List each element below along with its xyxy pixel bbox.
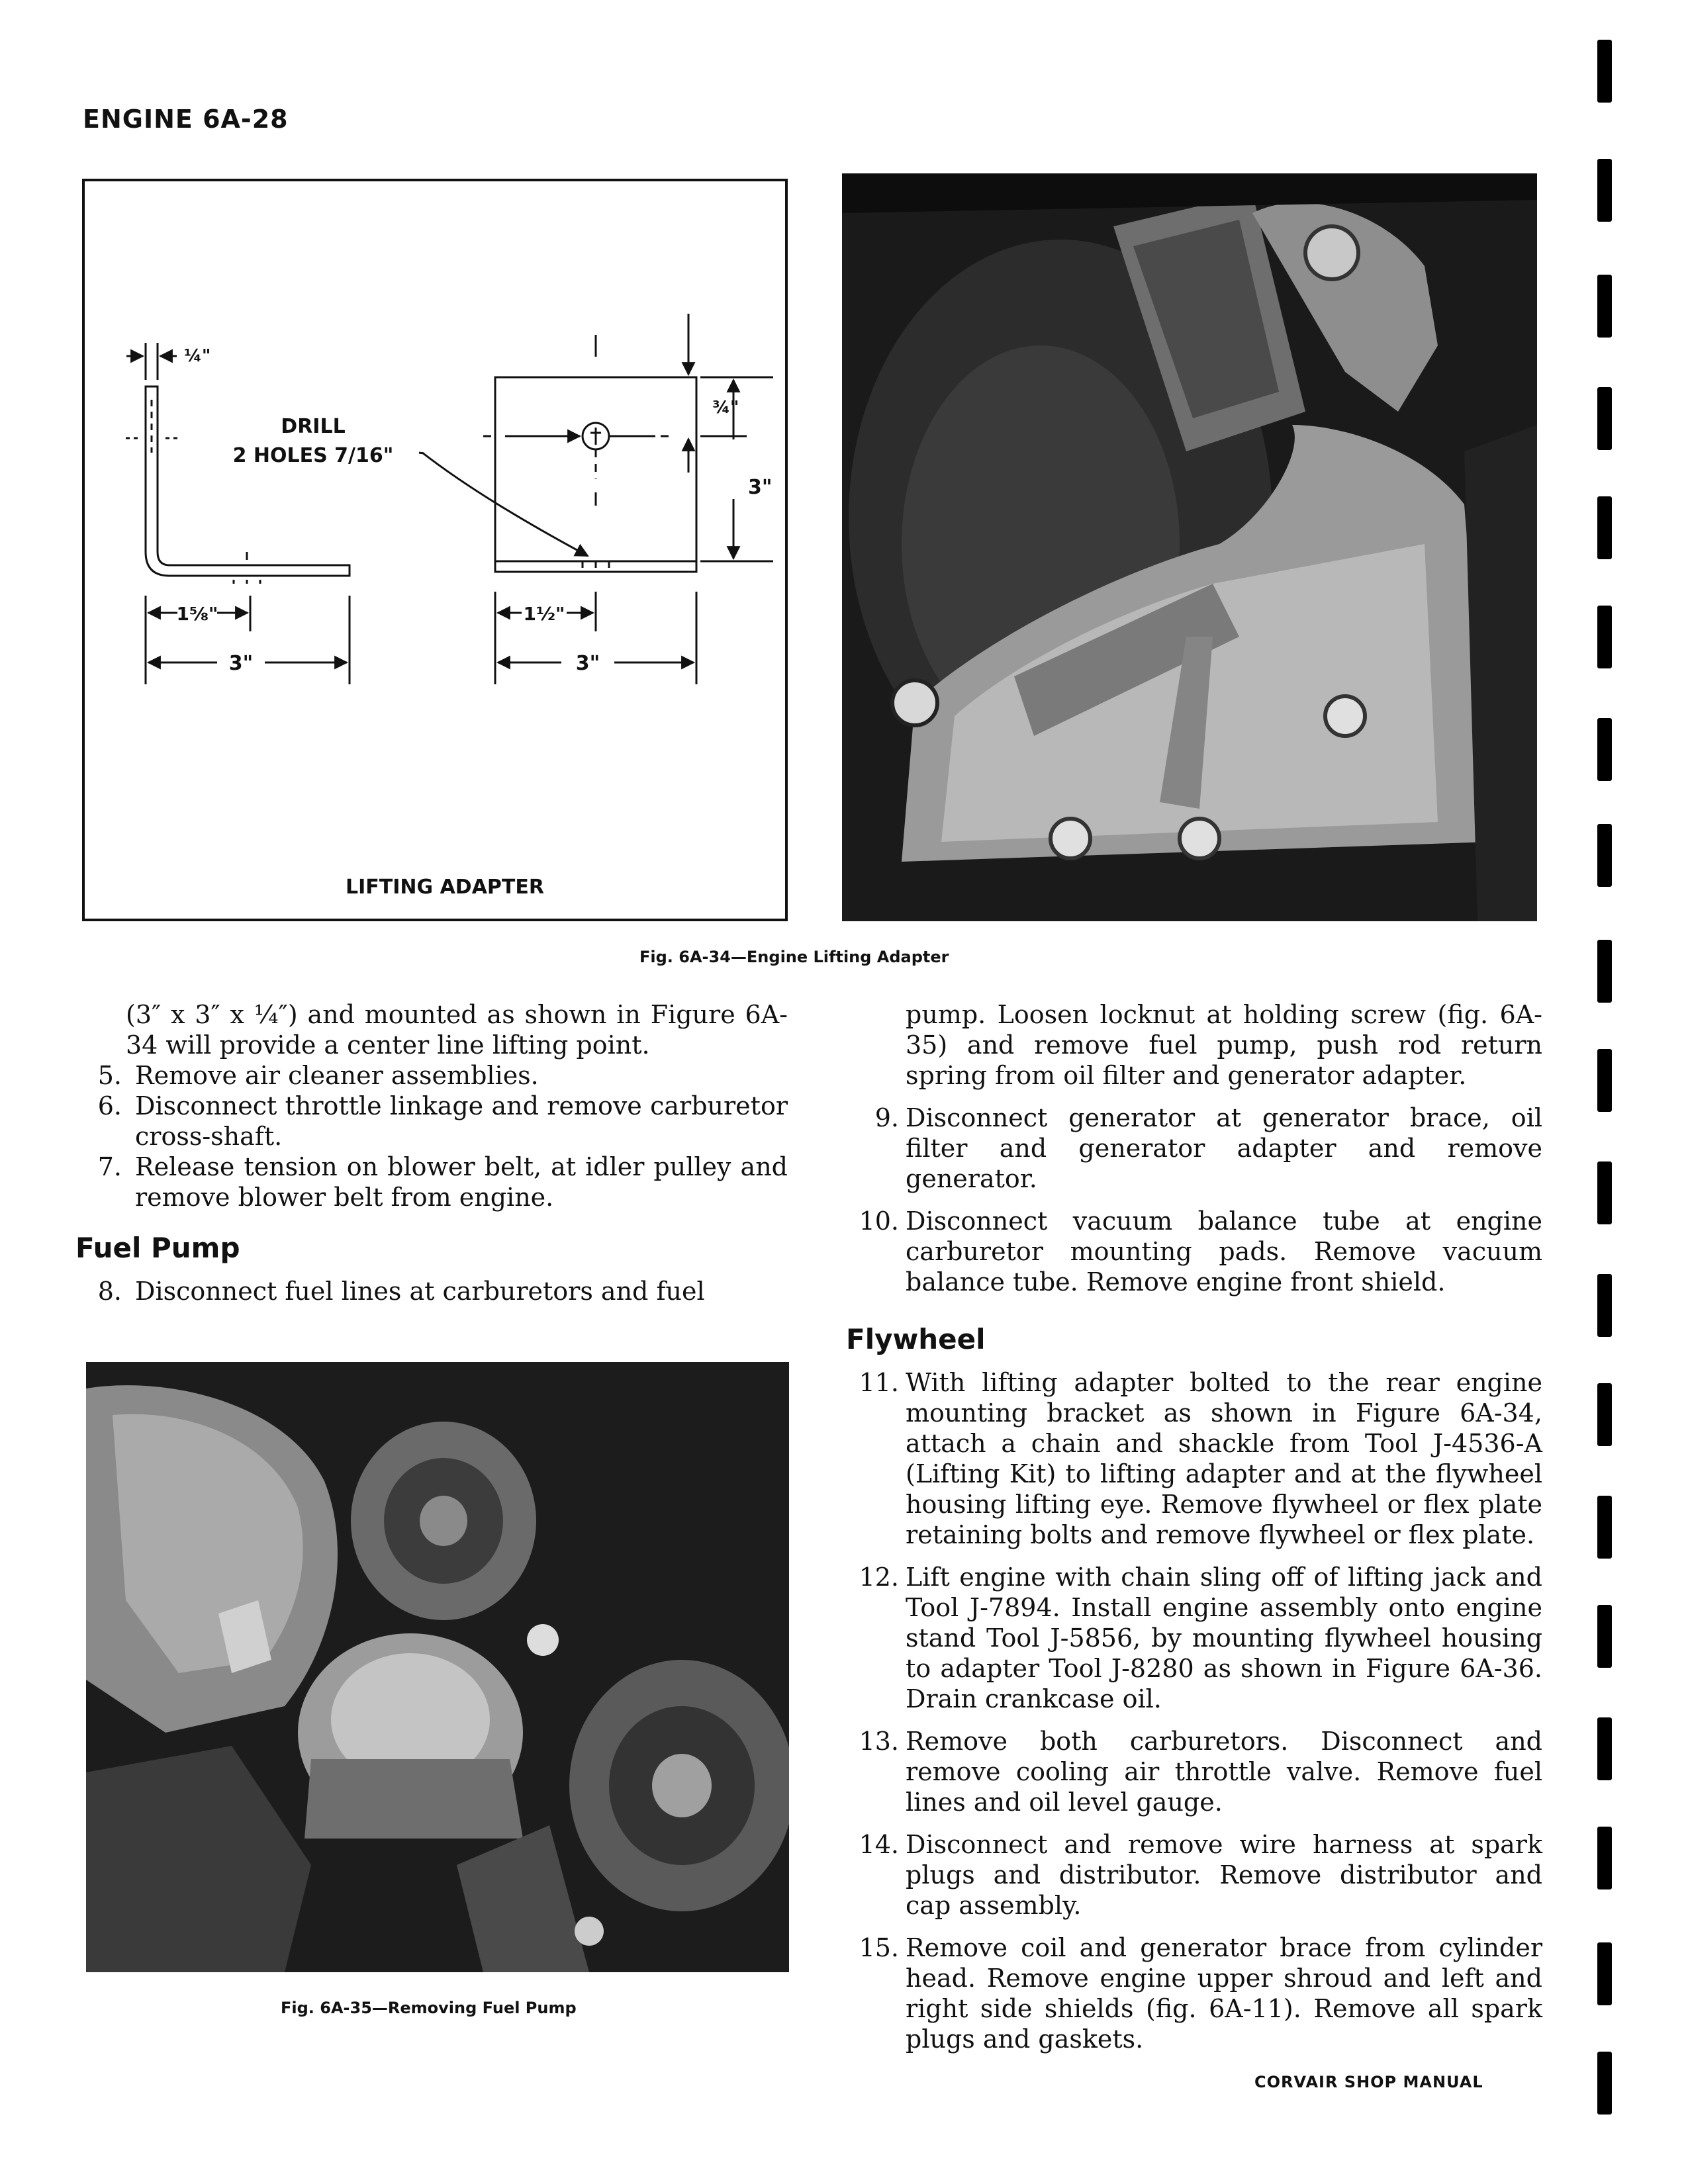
- step-text: Remove coil and generator brace from cylinder head. Remove engine upper shroud and left and right side shields (fig. 6A-11). Remove all spark plugs and gaskets.: [906, 1933, 1542, 2054]
- flywheel-heading: Flywheel: [846, 1323, 986, 1355]
- step-number: 9.: [874, 1103, 899, 1132]
- page-footer: CORVAIR SHOP MANUAL: [1254, 2073, 1483, 2091]
- engine-bracket-photo: [842, 173, 1537, 921]
- step-text: Disconnect and remove wire harness at spark plugs and distributor. Remove distributor and cap assembly.: [906, 1830, 1542, 1920]
- dim-one-and-half: 1½": [523, 603, 565, 625]
- step-text: Disconnect vacuum balance tube at engine carburetor mounting pads. Remove vacuum balance tube. Remove engine front shield.: [906, 1206, 1542, 1297]
- step-text: With lifting adapter bolted to the rear engine mounting bracket as shown in Figure 6A-34, attach a chain and shackle from Tool J-4536-A (Lifting Kit) to lifting adapter and at the flywheel housing lifting eye. Remove flywheel or flex plate retaining bolts and remove flywheel or flex plate.: [906, 1368, 1542, 1549]
- drill-label-line2: 2 HOLES 7/16": [232, 444, 394, 467]
- step-number: 12.: [859, 1563, 899, 1592]
- page-header: ENGINE 6A-28: [83, 105, 289, 134]
- list-item: [853, 1829, 1542, 1921]
- list-item: [82, 1276, 788, 1306]
- dim-three-inch-right: 3": [575, 652, 600, 675]
- continued-paragraph: pump. Loosen locknut at holding screw (fig. 6A-35) and remove fuel pump, push rod return spring from oil filter and generator adapter.: [906, 1000, 1542, 1090]
- figure-34-caption: Fig. 6A-34—Engine Lifting Adapter: [639, 948, 949, 966]
- step-text: Lift engine with chain sling off of lifting jack and Tool J-7894. Install engine assembly onto engine stand Tool J-5856, by mounting flywheel housing to adapter Tool J-8280 as shown in Figure 6A-36. Drain crankcase oil.: [906, 1563, 1542, 1713]
- list-item: [853, 1933, 1542, 2054]
- dim-three-quarter-inch: ¾": [712, 398, 739, 418]
- step-text: Release tension on blower belt, at idler pulley and remove blower belt from engine.: [135, 1152, 788, 1212]
- step-text: Disconnect generator at generator brace, oil filter and generator adapter and remove generator.: [906, 1103, 1542, 1193]
- right-column: [846, 999, 1542, 2054]
- lifting-adapter-diagram: [82, 179, 788, 921]
- diagram-title: LIFTING ADAPTER: [346, 876, 544, 899]
- fuel-pump-heading: Fuel Pump: [75, 1232, 240, 1264]
- list-item: [853, 1206, 1542, 1297]
- step-number: 7.: [97, 1152, 122, 1181]
- list-item: [82, 1060, 788, 1091]
- list-item: [853, 1726, 1542, 1817]
- continued-paragraph: (3″ x 3″ x ¼″) and mounted as shown in Figure 6A-34 will provide a center line lifting point.: [126, 1000, 788, 1060]
- list-item: [853, 1103, 1542, 1194]
- step-number: 5.: [97, 1061, 122, 1090]
- list-item: [82, 1152, 788, 1212]
- step-text: Disconnect throttle linkage and remove carburetor cross-shaft.: [135, 1091, 788, 1151]
- step-number: 13.: [859, 1727, 899, 1756]
- fuel-pump-photo: [86, 1362, 789, 1972]
- dim-three-inch-vertical: 3": [748, 476, 773, 499]
- dim-quarter-inch: ¼": [184, 346, 211, 366]
- step-text: Remove air cleaner assemblies.: [135, 1061, 539, 1090]
- step-number: 14.: [859, 1830, 899, 1859]
- dim-one-five-eighths: 1⅝": [176, 603, 218, 625]
- list-item: [853, 1367, 1542, 1550]
- list-item: [853, 1562, 1542, 1714]
- left-column-upper: [75, 999, 788, 1306]
- figure-35-caption: Fig. 6A-35—Removing Fuel Pump: [281, 1999, 577, 2017]
- list-item: [82, 1091, 788, 1152]
- step-number: 11.: [859, 1368, 899, 1397]
- dim-three-inch-left: 3": [228, 652, 254, 675]
- step-number: 6.: [97, 1091, 122, 1120]
- step-number: 8.: [97, 1277, 122, 1306]
- step-text: Remove both carburetors. Disconnect and remove cooling air throttle valve. Remove fuel lines and oil level gauge.: [906, 1727, 1542, 1817]
- step-text: Disconnect fuel lines at carburetors and fuel: [135, 1277, 705, 1306]
- drill-label-line1: DRILL: [281, 415, 346, 438]
- step-number: 10.: [859, 1206, 899, 1236]
- step-number: 15.: [859, 1933, 899, 1962]
